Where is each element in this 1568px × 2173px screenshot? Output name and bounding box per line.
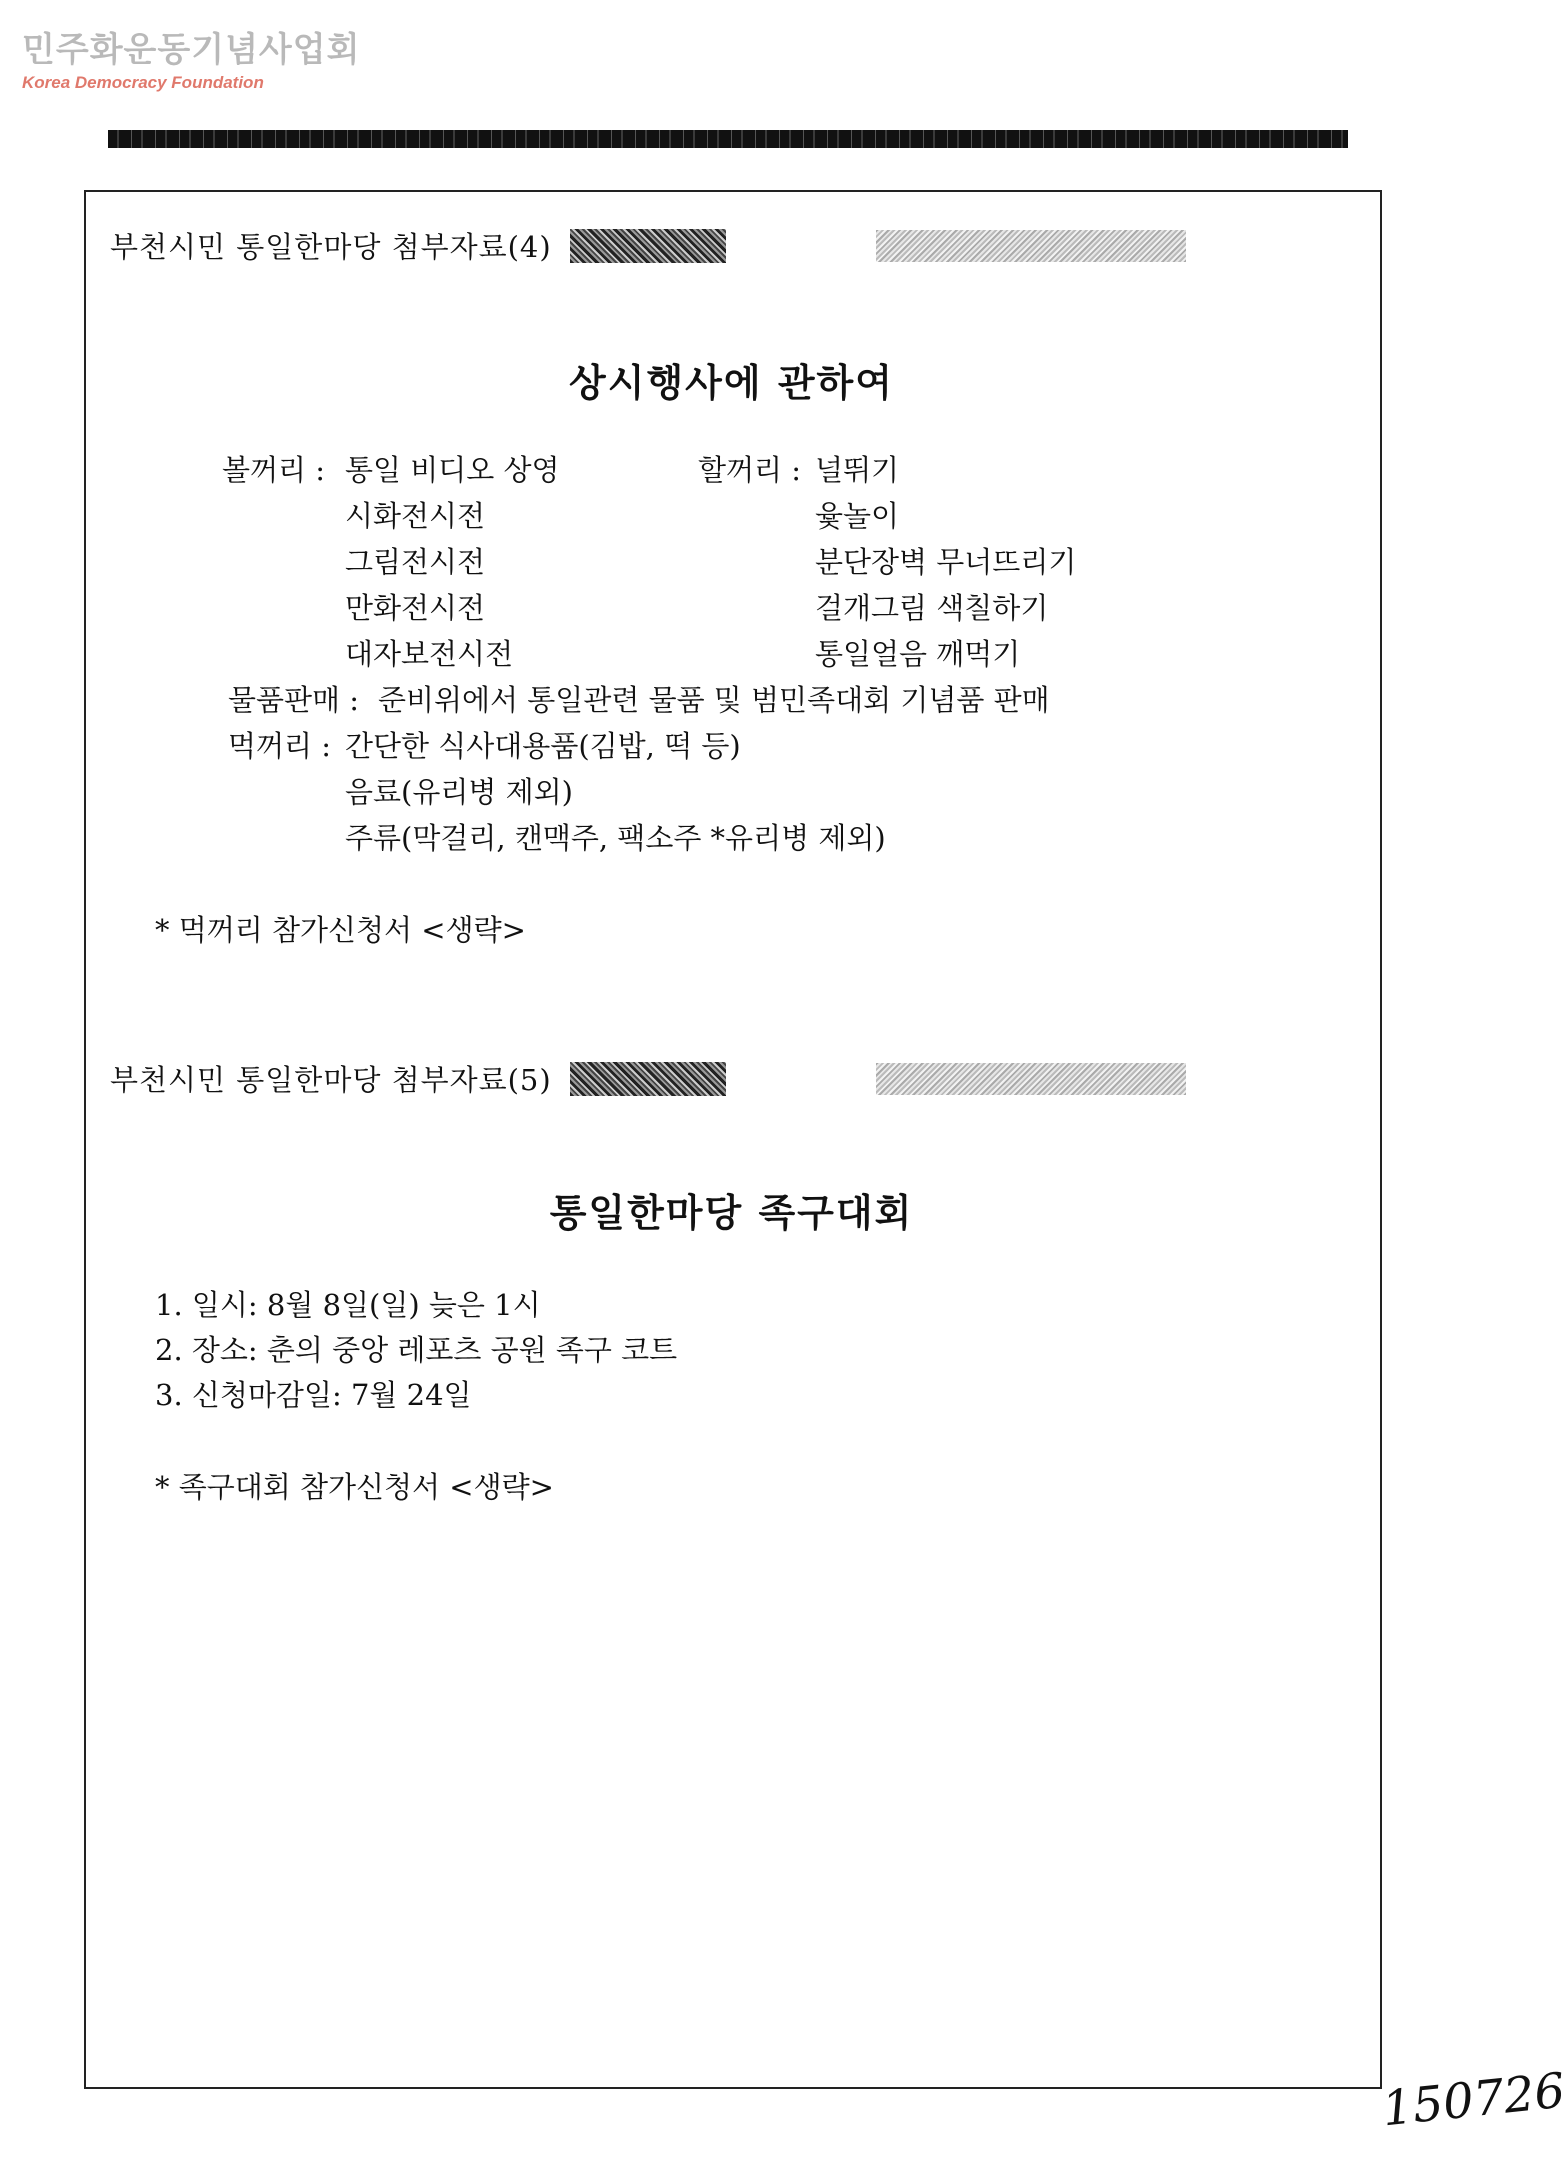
attachment-header-5: [110, 1058, 1186, 1099]
eat-item: 주류(막걸리, 캔맥주, 팩소주 *유리병 제외): [345, 821, 886, 855]
redaction-block: [876, 1063, 1186, 1095]
top-border-bar: [108, 130, 1348, 148]
hal-item: 분단장벽 무너뜨리기: [815, 545, 1077, 579]
eat-item: 간단한 식사대용품(김밥, 떡 등): [345, 729, 741, 763]
section-title-jokgu: 통일한마당 족구대회: [549, 1190, 914, 1235]
bol-item: 대자보전시전: [345, 637, 514, 671]
attachment-header-text: 부천시민 통일한마당 첨부자료(4): [110, 230, 552, 264]
eat-item: 음료(유리병 제외): [345, 775, 573, 809]
section-title-events: 상시행사에 관하여: [569, 360, 894, 405]
hal-item: 널뛰기: [815, 453, 900, 487]
bol-item: 그림전시전: [345, 545, 486, 579]
foundation-logo: [22, 22, 360, 93]
hal-item: 윷놀이: [815, 499, 900, 533]
eat-label: 먹꺼리 :: [228, 729, 332, 763]
handwritten-number: 150726: [1379, 2062, 1568, 2138]
redaction-block: [876, 230, 1186, 262]
jokgu-note: * 족구대회 참가신청서 <생략>: [155, 1470, 554, 1504]
jokgu-item: 3. 신청마감일: 7월 24일: [155, 1378, 472, 1412]
logo-korean-text: 민주화운동기념사업회: [22, 30, 361, 70]
hal-item: 걸개그림 색칠하기: [815, 591, 1049, 625]
eat-note: * 먹꺼리 참가신청서 <생략>: [155, 913, 526, 947]
redaction-block: [570, 229, 726, 263]
redaction-block: [570, 1062, 726, 1096]
bol-item: 통일 비디오 상영: [345, 453, 560, 487]
jokgu-item: 2. 장소: 춘의 중앙 레포츠 공원 족구 코트: [155, 1333, 678, 1367]
sales-label: 물품판매 :: [228, 683, 360, 717]
bol-label: 볼꺼리 :: [222, 453, 326, 487]
hal-label: 할꺼리 :: [698, 453, 802, 487]
bol-item: 시화전시전: [345, 499, 486, 533]
logo-english-text: Korea Democracy Foundation: [22, 73, 264, 92]
sales-text: 준비위에서 통일관련 물품 및 범민족대회 기념품 판매: [378, 683, 1050, 717]
bol-item: 만화전시전: [345, 591, 486, 625]
attachment-header-text: 부천시민 통일한마당 첨부자료(5): [110, 1063, 552, 1097]
hal-item: 통일얼음 깨먹기: [815, 637, 1021, 671]
attachment-header-4: [110, 225, 1186, 266]
jokgu-item: 1. 일시: 8월 8일(일) 늦은 1시: [155, 1288, 541, 1322]
